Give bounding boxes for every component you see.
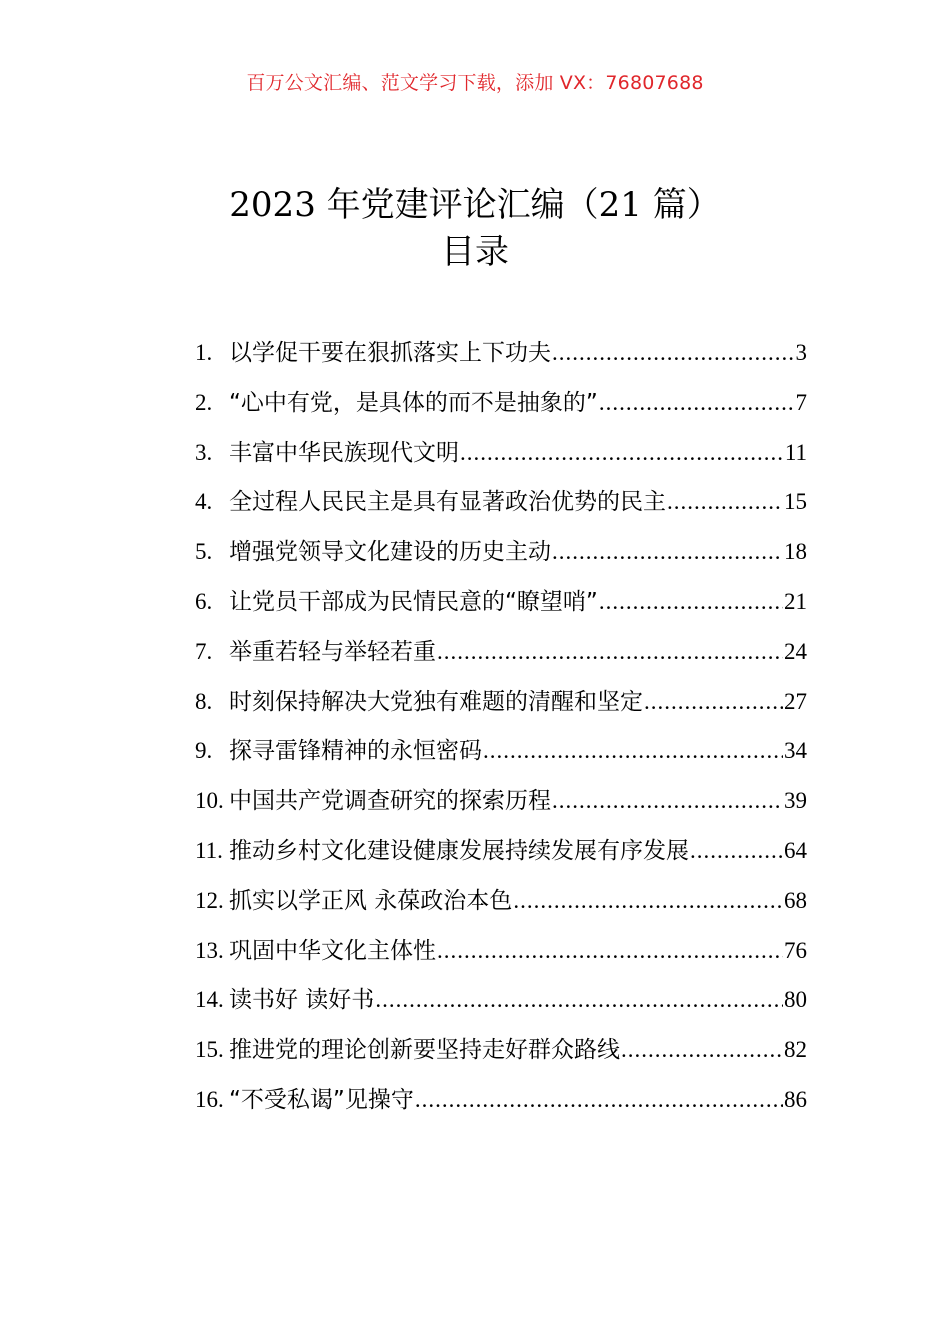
toc-entry-page: 76 (784, 937, 807, 963)
toc-entry[interactable] (195, 731, 807, 781)
toc-entry-page: 82 (784, 1037, 807, 1063)
toc-entry-title: 增强党领导文化建设的历史主动 (229, 539, 551, 566)
toc-entry-page: 86 (784, 1086, 807, 1112)
toc-entry[interactable] (195, 433, 807, 483)
toc-entry-title: 推动乡村文化建设健康发展持续发展有序发展 (229, 837, 689, 864)
toc-entry-number: 6. (195, 588, 213, 614)
toc-dot-leader (552, 333, 795, 373)
toc-entry-number: 8. (195, 688, 213, 714)
toc-entry-number: 7. (195, 638, 213, 664)
toc-dot-leader (690, 831, 783, 871)
toc-entry-page: 15 (784, 489, 807, 515)
toc-dot-leader (437, 632, 783, 672)
toc-entry-page: 27 (784, 688, 807, 714)
toc-entry-title: 探寻雷锋精神的永恒密码 (229, 738, 482, 765)
toc-dot-leader (552, 781, 783, 821)
toc-entry-number: 15. (195, 1037, 224, 1063)
toc-entry-number: 2. (195, 389, 213, 415)
toc-entry-number: 1. (195, 340, 213, 365)
toc-entry-number: 11. (195, 837, 223, 863)
toc-entry[interactable] (195, 632, 807, 682)
watermark-header: 百万公文汇编、范文学习下载，添加 VX：76807688 (246, 72, 704, 94)
toc-entry[interactable] (195, 1030, 807, 1080)
toc-entry-number: 9. (195, 738, 213, 764)
toc-entry[interactable] (195, 1080, 807, 1130)
toc-entry-page: 68 (784, 887, 807, 913)
toc-entry-title: 全过程人民民主是具有显著政治优势的民主 (229, 489, 666, 516)
toc-entry[interactable] (195, 881, 807, 931)
toc-dot-leader (667, 482, 783, 522)
toc-entry[interactable] (195, 582, 807, 632)
toc-entry-title: 丰富中华民族现代文明 (229, 439, 459, 466)
toc-entry-number: 10. (195, 788, 224, 814)
toc-entry-page: 18 (784, 539, 807, 565)
toc-entry-number: 5. (195, 539, 213, 565)
toc-dot-leader (483, 731, 783, 771)
toc-entry-title: 时刻保持解决大党独有难题的清醒和坚定 (229, 688, 643, 715)
toc-entry-title: 以学促干要在狠抓落实上下功夫 (229, 340, 551, 366)
toc-entry[interactable] (195, 682, 807, 732)
toc-dot-leader (644, 682, 783, 722)
document-title: 2023 年党建评论汇编（21 篇） (229, 185, 721, 225)
toc-heading: 目录 (441, 232, 509, 272)
toc-entry[interactable] (195, 781, 807, 831)
toc-dot-leader (599, 582, 783, 622)
toc-entry-title: “不受私谒”见操守 (229, 1086, 414, 1113)
toc-entry-number: 3. (195, 439, 213, 465)
toc-dot-leader (599, 383, 795, 423)
toc-entry-title: “心中有党，是具体的而不是抽象的” (229, 389, 598, 416)
toc-dot-leader (552, 532, 783, 572)
toc-entry[interactable] (195, 931, 807, 981)
toc-entry-page: 3 (795, 340, 807, 365)
toc-entry-number: 14. (195, 987, 224, 1013)
toc-entry[interactable] (195, 383, 807, 433)
toc-entry-number: 12. (195, 887, 224, 913)
toc-entry-title: 抓实以学正风 永葆政治本色 (229, 887, 513, 914)
toc-entry-title: 巩固中华文化主体性 (229, 937, 436, 964)
toc-entry-page: 34 (784, 738, 807, 764)
table-of-contents (195, 333, 807, 1130)
toc-entry[interactable] (195, 482, 807, 532)
toc-entry-page: 64 (784, 837, 807, 863)
toc-entry-title: 读书好 读好书 (229, 987, 375, 1014)
toc-entry-number: 16. (195, 1086, 224, 1112)
toc-entry-page: 39 (784, 788, 807, 814)
toc-entry[interactable] (195, 831, 807, 881)
toc-entry-title: 让党员干部成为民情民意的“瞭望哨” (229, 588, 598, 615)
toc-entry-number: 4. (195, 489, 213, 515)
toc-entry-page: 11 (784, 439, 807, 465)
toc-dot-leader (513, 881, 783, 921)
toc-entry-number: 13. (195, 937, 224, 963)
toc-entry-page: 7 (795, 389, 807, 415)
toc-dot-leader (621, 1030, 783, 1070)
toc-entry-page: 80 (784, 987, 807, 1013)
toc-entry[interactable] (195, 532, 807, 582)
toc-entry-page: 24 (784, 638, 807, 664)
toc-entry-title: 举重若轻与举轻若重 (229, 638, 436, 665)
toc-entry[interactable] (195, 333, 807, 383)
toc-entry-page: 21 (784, 588, 807, 614)
toc-entry-title: 中国共产党调查研究的探索历程 (229, 788, 551, 815)
toc-dot-leader (437, 931, 783, 971)
toc-dot-leader (415, 1080, 783, 1120)
toc-entry[interactable] (195, 980, 807, 1030)
toc-entry-title: 推进党的理论创新要坚持走好群众路线 (229, 1037, 620, 1064)
toc-dot-leader (460, 433, 784, 473)
toc-dot-leader (375, 980, 783, 1020)
